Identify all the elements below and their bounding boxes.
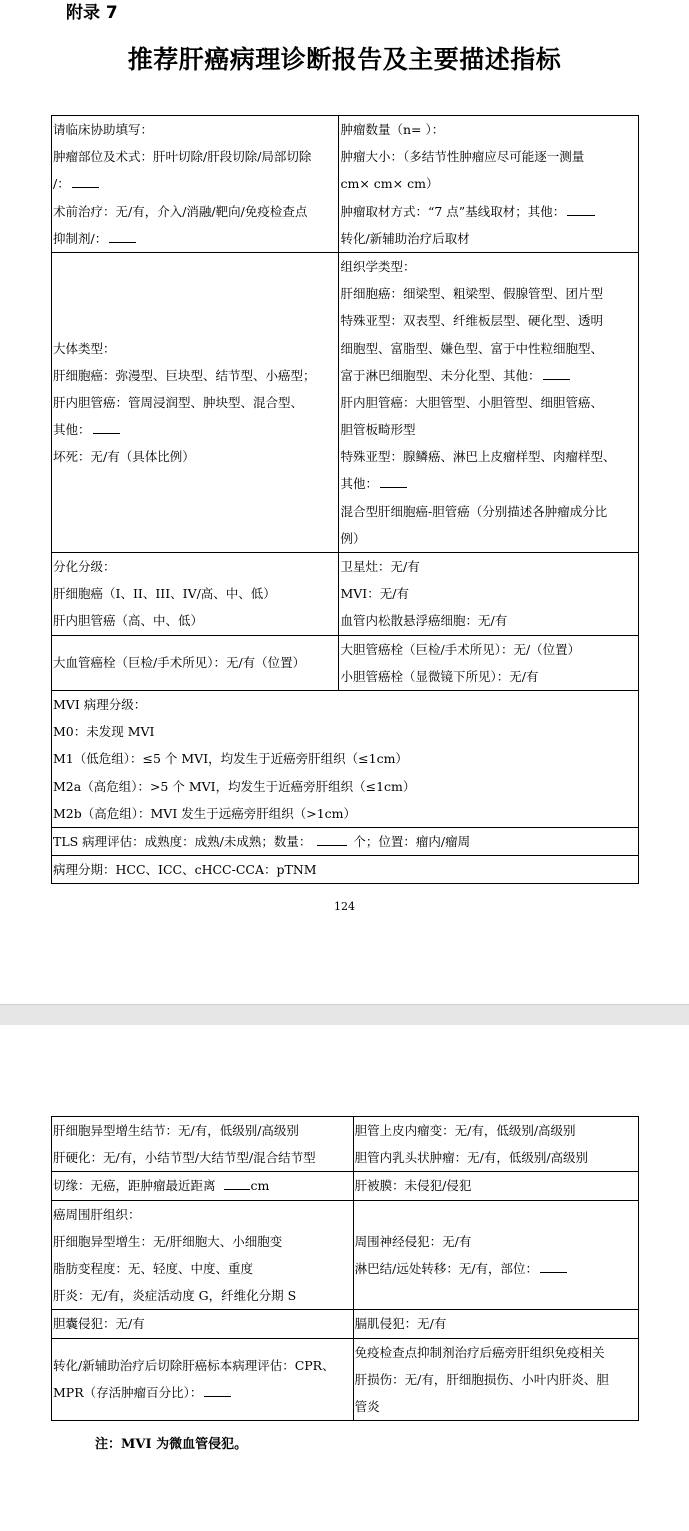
page-title: 推荐肝癌病理诊断报告及主要描述指标: [127, 45, 562, 74]
tls-cell: [52, 827, 639, 855]
staging-row: [52, 856, 639, 884]
histology-icc-subtype: 特殊亚型：腺鳞癌、淋巴上皮瘤样型、肉瘤样型、: [340, 449, 616, 465]
gross-hcc: 肝细胞癌：弥漫型、巨块型、结节型、小癌型；: [53, 367, 316, 383]
grading-icc: 肝内胆管癌（高、中、低）: [53, 613, 204, 629]
grading-hcc: 肝细胞癌（I、II、III、IV/高、中、低）: [53, 586, 276, 602]
fill-blank: [540, 1262, 567, 1273]
immune-liver-injury-cont1: 肝损伤：无/有，肝细胞损伤、小叶内肝炎、胆: [354, 1371, 609, 1387]
dysplastic-nodule: 肝细胞异型增生结节：无/有，低级别/高级别: [53, 1123, 299, 1138]
liver-capsule: 肝被膜：未侵犯/侵犯: [354, 1178, 472, 1194]
hepatocyte-dysplasia: 肝细胞异型增生：无/肝细胞大、小细胞变: [53, 1233, 283, 1249]
capsule-cell: [353, 1172, 638, 1200]
gross-histology-row: [52, 252, 639, 552]
post-treatment-row: [52, 1338, 639, 1421]
post-treatment-cell: [52, 1338, 354, 1421]
immune-liver-injury-cont2: 管炎: [354, 1398, 380, 1414]
histology-hcc-subtype-cont1: 细胞型、富脂型、嫌色型、富于中性粒细胞型、: [340, 340, 603, 356]
clinical-info-row: [52, 116, 639, 253]
steatosis-degree: 脂肪变程度：无、轻度、中度、重度: [53, 1260, 254, 1276]
peritumoral-cell: [52, 1200, 354, 1310]
staging-cell: [52, 856, 639, 884]
page-number: 124: [334, 900, 355, 913]
gross-icc: 肝内胆管癌：管周浸润型、肿块型、混合型、: [53, 394, 304, 410]
satellite-mvi-cell: [339, 553, 639, 636]
gallbladder-cell: [52, 1310, 354, 1338]
histology-heading: 组织学类型：: [340, 258, 416, 274]
tumor-size-cont: cm× cm× cm）: [340, 176, 439, 192]
histology-type-cell: [339, 252, 639, 552]
tumor-size: 肿瘤大小：（多结节性肿瘤应尽可能逐一测量: [340, 149, 585, 165]
diaphragm-invasion: 膈肌侵犯：无/有: [354, 1316, 447, 1332]
intraductal-papillary-neoplasm: 胆管内乳头状肿瘤：无/有，低级别/高级别: [354, 1150, 589, 1166]
grading-cell: [52, 553, 339, 636]
histology-hcc-subtype-cont2: 富于淋巴细胞型、未分化型、其他：: [340, 362, 638, 389]
fill-blank: [567, 205, 595, 216]
gross-type-cell: [52, 252, 339, 552]
diaphragm-cell: [353, 1310, 638, 1338]
tumor-count: 肿瘤数量（n= ）：: [340, 122, 445, 137]
margin-row: [52, 1172, 639, 1200]
vascular-thrombus-cell: [52, 635, 339, 690]
necrosis: 坏死：无/有（具体比例）: [53, 449, 195, 465]
thrombus-row: [52, 635, 639, 690]
gallbladder-invasion: 胆囊侵犯：无/有: [53, 1316, 145, 1332]
post-treatment-sampling: 转化/新辅助治疗后取材: [340, 230, 470, 246]
report-table-page2: [51, 1116, 639, 1421]
clinical-info-left: [52, 116, 339, 253]
histology-combined-cont: 例）: [340, 530, 366, 546]
gross-type-heading: 大体类型：: [53, 340, 116, 356]
cirrhosis: 肝硬化：无/有，小结节型/大结节型/混合结节型: [53, 1150, 316, 1166]
fill-blank: [224, 1179, 250, 1190]
grading-heading: 分化分级：: [53, 559, 116, 574]
peritumoral-row: [52, 1200, 639, 1310]
mvi-m0: M0：未发现 MVI: [53, 724, 155, 740]
fill-blank: [93, 423, 120, 434]
clinical-info-heading: 请临床协助填写：: [53, 122, 154, 137]
immune-injury-cell: [353, 1338, 638, 1421]
hepatitis: 肝炎：无/有，炎症活动度 G，纤维化分期 S: [53, 1288, 297, 1304]
fill-blank: [380, 477, 407, 488]
tumor-site-procedure: 肿瘤部位及术式：肝叶切除/肝段切除/局部切除: [53, 149, 312, 165]
tls-assessment: TLS 病理评估：成熟度：成熟/未成熟；数量： 个；位置：瘤内/瘤周: [53, 833, 471, 849]
mvi-m2a: M2a（高危组）：>5 个 MVI，均发生于近癌旁肝组织（≤1cm）: [53, 778, 416, 794]
post-treatment-assessment-cont: MPR（存活肿瘤百分比）：: [53, 1379, 353, 1406]
biliary-intraepithelial-neoplasia: 胆管上皮内瘤变：无/有，低级别/高级别: [354, 1123, 576, 1138]
tls-row: [52, 827, 639, 855]
histology-hcc: 肝细胞癌：细梁型、粗梁型、假腺管型、团片型: [340, 286, 603, 302]
histology-hcc-subtype: 特殊亚型：双表型、纤维板层型、硬化型、透明: [340, 313, 603, 329]
histology-combined: 混合型肝细胞癌-胆管癌（分别描述各肿瘤成分比: [340, 503, 608, 519]
sampling-method: 肿瘤取材方式：“7 点”基线取材；其他：: [340, 198, 638, 225]
appendix-label: 附录 7: [66, 3, 118, 23]
clinical-info-right: [339, 116, 639, 253]
mvi-grading-cell: [52, 690, 639, 827]
fill-blank: [543, 369, 570, 380]
dysplasia-right: [353, 1117, 638, 1172]
tumor-site-procedure-cont: /：: [53, 170, 338, 197]
floating-tumor-cells: 血管内松散悬浮癌细胞：无/有: [340, 613, 508, 629]
mvi-grading-row: [52, 690, 639, 827]
fill-blank: [109, 232, 136, 243]
preop-treatment-cont: 抑制剂/：: [53, 225, 338, 252]
gallbladder-row: [52, 1310, 639, 1338]
grading-row: [52, 553, 639, 636]
fill-blank: [204, 1386, 231, 1397]
mvi-m2b: M2b（高危组）：MVI 发生于远癌旁肝组织（>1cm）: [53, 805, 357, 821]
mvi-m1: M1（低危组）：≤5 个 MVI，均发生于近癌旁肝组织（≤1cm）: [53, 751, 408, 767]
preop-treatment: 术前治疗：无/有，介入/消融/靶向/免疫检查点: [53, 203, 308, 219]
lymph-node-metastasis: 淋巴结/远处转移：无/有，部位：: [355, 1255, 638, 1282]
histology-icc-cont: 胆管板畸形型: [340, 422, 416, 438]
margin-cell: [52, 1172, 354, 1200]
pathologic-staging: 病理分期：HCC、ICC、cHCC-CCA：pTNM: [53, 862, 317, 878]
bile-duct-thrombus-cell: [339, 635, 639, 690]
peritumoral-heading: 癌周围肝组织：: [53, 1206, 141, 1222]
mvi-status: MVI：无/有: [340, 586, 409, 602]
major-bile-duct-thrombus: 大胆管癌栓（巨检/手术所见）：无/（位置）: [340, 641, 581, 657]
minor-bile-duct-thrombus: 小胆管癌栓（显微镜下所见）：无/有: [340, 668, 539, 684]
gross-other: 其他：: [53, 416, 338, 443]
dysplasia-row: [52, 1117, 639, 1172]
post-treatment-assessment: 转化/新辅助治疗后切除肝癌标本病理评估：CPR、: [53, 1358, 335, 1374]
perineural-invasion: 周围神经侵犯：无/有: [354, 1233, 472, 1249]
major-vascular-thrombus: 大血管癌栓（巨检/手术所见）：无/有（位置）: [53, 655, 306, 671]
resection-margin: 切缘：无癌，距肿瘤最近距离 cm: [53, 1178, 270, 1194]
dysplasia-left: [52, 1117, 354, 1172]
page-separator: [0, 1004, 689, 1025]
mvi-grading-heading: MVI 病理分级：: [53, 696, 147, 712]
report-table-page1: [51, 115, 639, 884]
immune-liver-injury: 免疫检查点抑制剂治疗后癌旁肝组织免疫相关: [354, 1344, 605, 1360]
histology-icc-other: 其他：: [340, 470, 638, 497]
fill-blank: [72, 177, 99, 188]
satellite-lesion: 卫星灶：无/有: [340, 559, 420, 574]
footnote: 注：MVI 为微血管侵犯。: [95, 1437, 248, 1452]
fill-blank: [317, 835, 347, 846]
histology-icc: 肝内胆管癌：大胆管型、小胆管型、细胆管癌、: [340, 394, 603, 410]
invasion-cell: [353, 1200, 638, 1310]
